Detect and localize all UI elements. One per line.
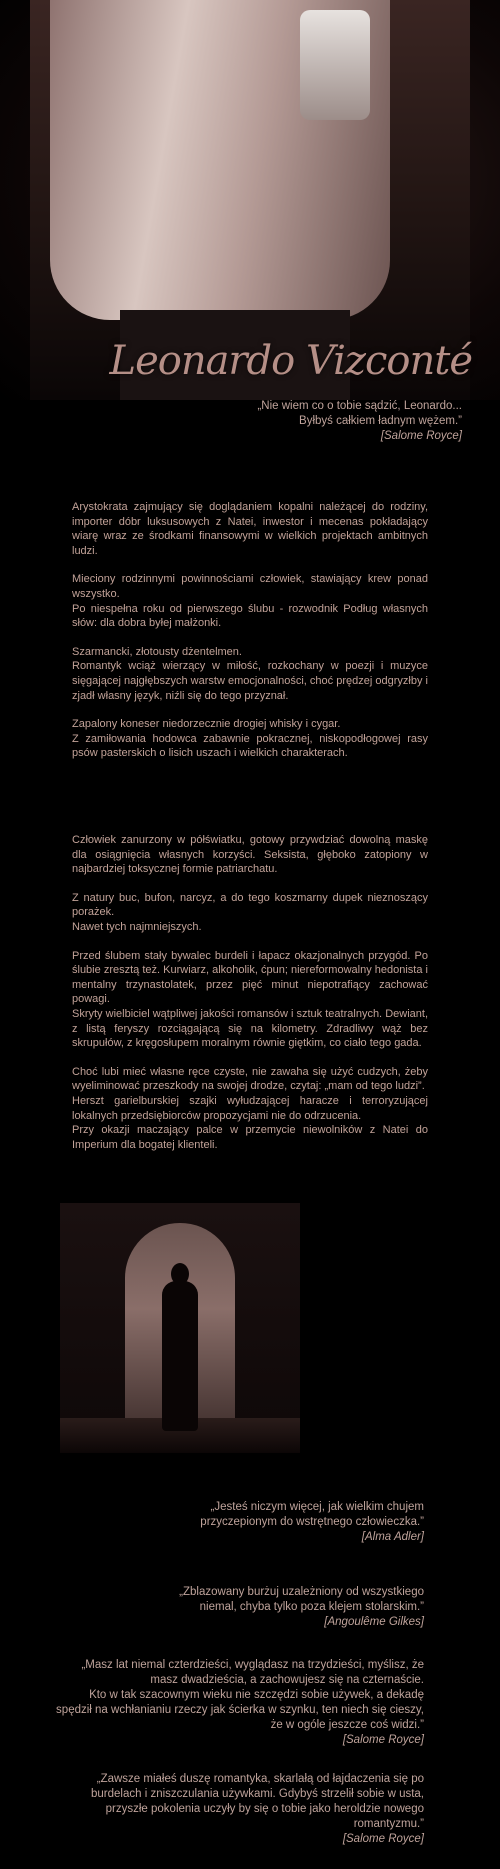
- quote-line: „Jesteś niczym więcej, jak wielkim chujem: [210, 1501, 424, 1513]
- quote-line: przyczepionym do wstrętnego człowieczka.”: [200, 1516, 424, 1528]
- quote-alma: [84, 1500, 424, 1545]
- quote-line: spędził na wchłanianiu rzeczy jak ścierka w szynku, ten niech się cieszy,: [56, 1704, 424, 1716]
- quote-salome-1: [24, 1658, 424, 1748]
- quote-source: [Alma Adler]: [361, 1531, 424, 1543]
- glass-in-hand: [300, 10, 370, 120]
- paragraph: Mieciony rodzinnymi powinnościami człowiek, stawiający krew ponad wszystko. Po niespełna roku od pierwszego ślubu - rozwodnik Podług własnych słów: dla dobra byłej małżonki.: [72, 573, 428, 630]
- quote-angouleme: [84, 1585, 424, 1630]
- description-section-1: [72, 500, 428, 761]
- paragraph: Arystokrata zajmujący się doglądaniem kopalni należącej do rodziny, importer dóbr luksusowych z Natei, inwestor i mecenas pokładający wiarę wraz ze środkami finansowymi w wielkich projektach ambitnych ludzi.: [72, 501, 428, 557]
- paragraph: Zapalony koneser niedorzecznie drogiej whisky i cygar. Z zamiłowania hodowca zabawnie pokracznej, niskopodłogowej rasy psów pasterskich o lisich uszach i wielkich charakterach.: [72, 718, 428, 760]
- quote-source: [Salome Royce]: [380, 430, 462, 442]
- quote-line: niemal, chyba tylko poza klejem stolarskim.”: [199, 1601, 424, 1613]
- quote-line: „Zawsze miałeś duszę romantyka, skarlałą od łajdaczenia się po: [96, 1773, 424, 1785]
- quote-source: [Salome Royce]: [342, 1833, 424, 1845]
- hero-banner: [0, 0, 500, 400]
- quote-line: Kto w tak szacownym wieku nie szczędzi sobie używek, a dekadę: [89, 1689, 424, 1701]
- description-section-2: [72, 833, 428, 1152]
- silhouette-image: [60, 1203, 300, 1453]
- paragraph: Człowiek zanurzony w półświatku, gotowy przywdziać dowolną maskę dla osiągnięcia własnych korzyści. Seksista, głęboko zatopiony w najbardziej toksycznej formie patriarchatu.: [72, 834, 428, 876]
- quote-line: „Nie wiem co o tobie sądzić, Leonardo...: [257, 400, 462, 412]
- paragraph: Szarmancki, złotousty dżentelmen. Romantyk wciąż wierzący w miłość, rozkochany w poezji i muzyce sięgającej najgłębszych warstw emocjonalności, choć prędzej odgryzłby i zjadł własny język, niźli się do tego przyznał.: [72, 645, 428, 702]
- quote-line: „Masz lat niemal czterdzieści, wyglądasz na trzydzieści, myślisz, że: [81, 1659, 424, 1671]
- paragraph: Przed ślubem stały bywalec burdeli i łapacz okazjonalnych przygód. Po ślubie zresztą też. Kurwiarz, alkoholik, ćpun; niereformowalny hedonista i mentalny trzynastolatek, przez pięć minut niepotrafiący zachować powagi. Skryty wielbiciel wątpliwej jakości romansów i sztuk teatralnych. Dewiant, z listą feryszy rozciągającą się na kilometry. Zdradliwy wąż bez skrupułów, z kręgosłupem moralnym równie giętkim, co ciało tego gada.: [72, 949, 428, 1050]
- quote-salome-2: [44, 1772, 424, 1847]
- standing-figure: [162, 1281, 198, 1431]
- page-title: Leonardo Vizconté: [109, 338, 472, 384]
- paragraph: Choć lubi mieć własne ręce czyste, nie zawaha się użyć cudzych, żeby wyeliminować przeszkody na swojej drodze, czytaj: „mam od tego ludzi”. Herszt garielburskiej szajki wyłudzającej haracze i terroryzującej lokalnych przedsiębiorców propozycjami nie do odrzucenia. Przy okazji maczający palce w przemycie niewolników z Natei do Imperium dla bogatej klienteli.: [72, 1065, 428, 1151]
- quote-line: przyszłe pokolenia uczyły by się o tobie jako heroldzie nowego: [105, 1803, 424, 1815]
- quote-line: że w ogóle jeszcze coś widzi.”: [270, 1719, 424, 1731]
- quote-line: romantyzmu.”: [353, 1818, 424, 1830]
- quote-line: burdelach i zniszczulania używkami. Gdybyś strzelił sobie w usta,: [91, 1788, 424, 1800]
- top-quote: [142, 399, 462, 444]
- quote-source: [Salome Royce]: [342, 1734, 424, 1746]
- quote-line: masz dwadzieścia, a zachowujesz się na czternaście.: [150, 1674, 424, 1686]
- quote-line: „Zblazowany burżuj uzależniony od wszystkiego: [179, 1586, 424, 1598]
- quote-source: [Angoulême Gilkes]: [324, 1616, 424, 1628]
- quote-line: Byłbyś całkiem ładnym wężem.”: [299, 415, 462, 427]
- paragraph: Z natury buc, bufon, narcyz, a do tego koszmarny dupek nieznoszący porażek. Nawet tych najmniejszych.: [72, 891, 428, 933]
